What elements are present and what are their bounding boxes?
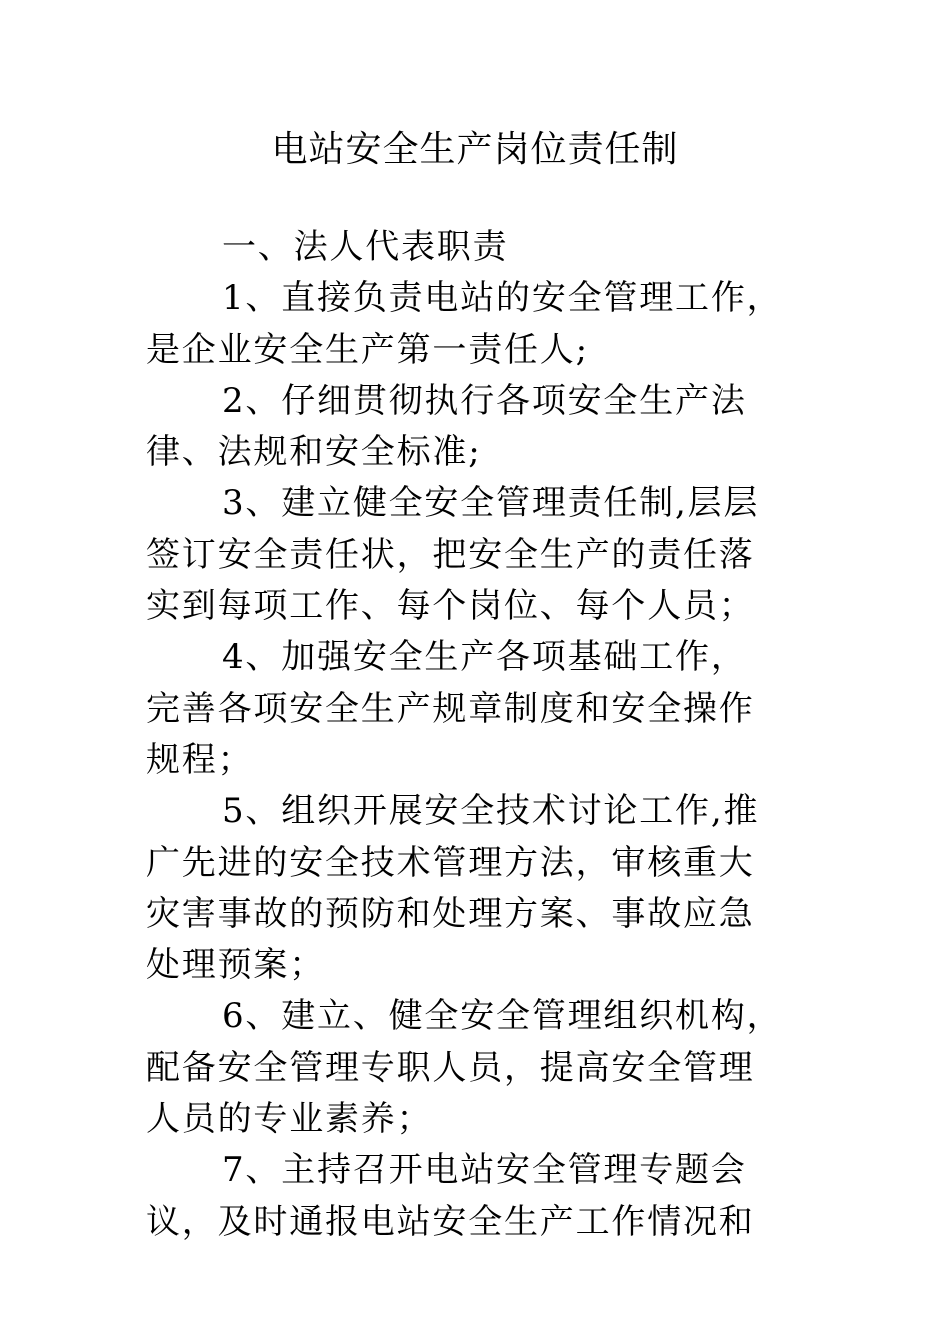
paragraph-line: 6、建立、健全安全管理组织机构，: [222, 996, 783, 1037]
paragraph-line: 1、直接负责电站的安全管理工作，: [222, 278, 783, 319]
paragraph-line: 7、主持召开电站安全管理专题会: [222, 1150, 747, 1191]
paragraph-line: 3、建立健全安全管理责任制,层层: [222, 483, 760, 524]
section-heading: 一、法人代表职责: [222, 227, 509, 267]
paragraph-line: 2、仔细贯彻执行各项安全生产法: [222, 380, 747, 421]
paragraph-line: 议，及时通报电站安全生产工作情况和: [146, 1201, 755, 1242]
paragraph-line: 广先进的安全技术管理方法，审核重大: [146, 842, 755, 883]
paragraph-line: 4、加强安全生产各项基础工作，: [222, 637, 747, 678]
paragraph-line: 处理预案；: [146, 945, 325, 986]
paragraph-line: 灾害事故的预防和处理方案、事故应急: [146, 893, 755, 934]
paragraph-line: 律、法规和安全标准;: [146, 432, 482, 473]
paragraph-line: 签订安全责任状，把安全生产的责任落: [146, 534, 755, 575]
paragraph-line: 人员的专业素养；: [146, 1099, 433, 1140]
paragraph-line: 是企业安全生产第一责任人;: [146, 329, 589, 370]
paragraph-line: 5、组织开展安全技术讨论工作,推: [222, 791, 760, 832]
paragraph-line: 实到每项工作、每个岗位、每个人员；: [146, 586, 755, 627]
paragraph-line: 配备安全管理专职人员，提高安全管理: [146, 1047, 755, 1088]
document-title: 电站安全生产岗位责任制: [271, 129, 679, 170]
document-body: [146, 222, 816, 1248]
paragraph-line: 规程；: [146, 739, 254, 780]
paragraph-line: 完善各项安全生产规章制度和安全操作: [146, 688, 755, 729]
